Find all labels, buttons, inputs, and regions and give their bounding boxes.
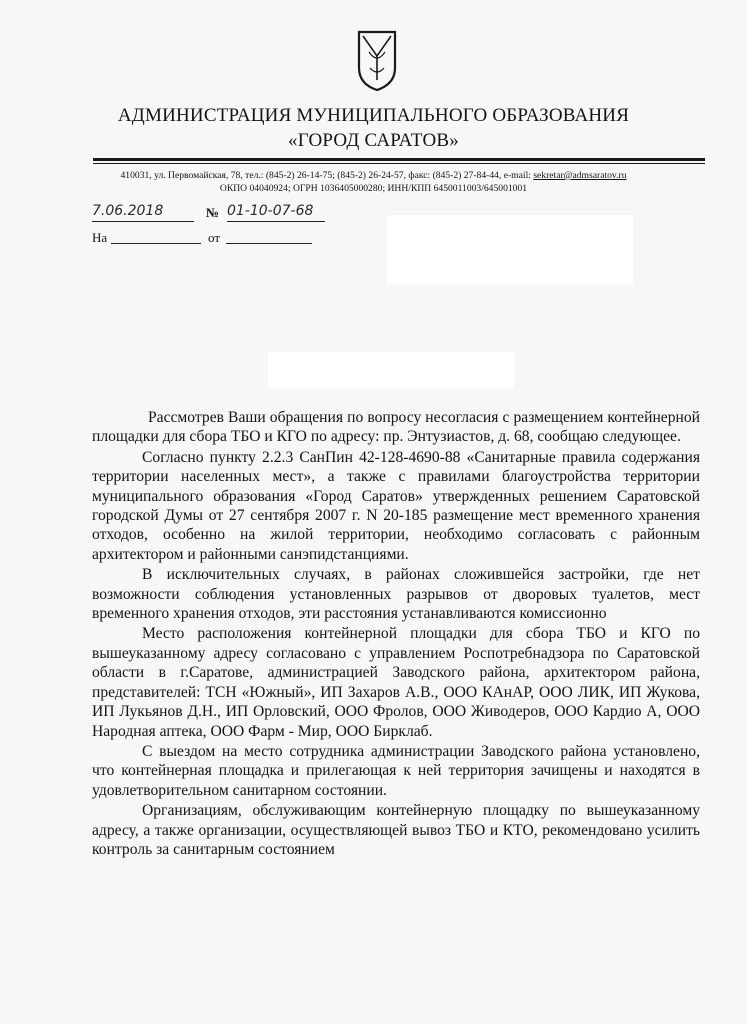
email-link[interactable]: sekretar@admsaratov.ru <box>533 170 627 181</box>
header-rule-thin <box>93 163 705 164</box>
saratov-coat-of-arms-icon <box>357 30 397 92</box>
body-paragraph: Согласно пункту 2.2.3 СанПин 42-128-4690-88 «Санитарные правила содержания территории населенных мест», а также с правилами благоустройства территории муниципального образования «Город Саратов» утвержденных решением Саратовской городской Думы от 27 сентября 2007 г. N 20-185 размещение мест временного хранения отходов, особенно на жилой территории, необходимо согласовать с районным архитектором и районными санэпидстанциями. <box>92 448 700 563</box>
body-paragraph: Организациям, обслуживающим контейнерную площадку по вышеуказанному адресу, а также организации, осуществляющей вывоз ТБО и КТО, рекомендовано усилить контроль за санитарным состоянием <box>92 802 700 858</box>
contacts-address: 410031, ул. Первомайская, 78, тел.: (845-2) 26-14-75; (845-2) 26-24-57, факс: (845-2) 27-84-44, e-mail: <box>120 170 534 181</box>
organization-title-line2: «ГОРОД САРАТОВ» <box>288 130 459 151</box>
reply-from-blank <box>226 243 312 244</box>
registration-date: 7.06.2018 <box>92 203 194 222</box>
body-paragraph: В исключительных случаях, в районах сложившейся застройки, где нет возможности соблюдения установленных разрывов от дворовых туалетов, мест временного хранения отходов, эти расстояния устанавливаются комиссионно <box>92 566 700 623</box>
registration-number-label: № <box>206 205 220 220</box>
reply-to-label: На <box>92 230 108 245</box>
redacted-addressee <box>387 215 633 285</box>
redacted-salutation <box>268 352 514 388</box>
contacts-line1 <box>0 170 747 182</box>
registration-number: 01-10-07-68 <box>227 203 325 222</box>
header-rule-thick <box>93 158 705 161</box>
reply-to-blank <box>111 243 201 244</box>
body-paragraph: С выездом на место сотрудника администрации Заводского района установлено, что контейнерная площадка и прилегающая к ней территория зачищены и находятся в удовлетворительном санитарном состоянии. <box>92 742 700 799</box>
body-paragraph: Рассмотрев Ваши обращения по вопросу несогласия с размещением контейнерной площадки для сбора ТБО и КГО по адресу: пр. Энтузиастов, д. 68, сообщаю следующее. <box>92 409 700 446</box>
body-paragraph: Место расположения контейнерной площадки для сбора ТБО и КГО по вышеуказанному адресу согласовано с управлением Роспотребнадзора по Саратовской области в г.Саратове, администрацией Заводского района, архитектором района, представителей: ТСН «Южный», ИП Захаров А.В., ООО КАнАР, ООО ЛИК, ИП Жукова, ИП Лукьянов Д.Н., ИП Орловский, ООО Фролов, ООО Живодеров, ООО Кардио А, ООО Народная аптека, ООО Фарм - Мир, ООО Бирклаб. <box>92 625 700 740</box>
organization-title-line1: АДМИНИСТРАЦИЯ МУНИЦИПАЛЬНОГО ОБРАЗОВАНИЯ <box>117 105 630 126</box>
reply-from-label: от <box>208 230 221 245</box>
letter-body <box>92 408 700 860</box>
contacts-line2: ОКПО 04040924; ОГРН 1036405000280; ИНН/КПП 6450011003/645001001 <box>219 183 528 194</box>
